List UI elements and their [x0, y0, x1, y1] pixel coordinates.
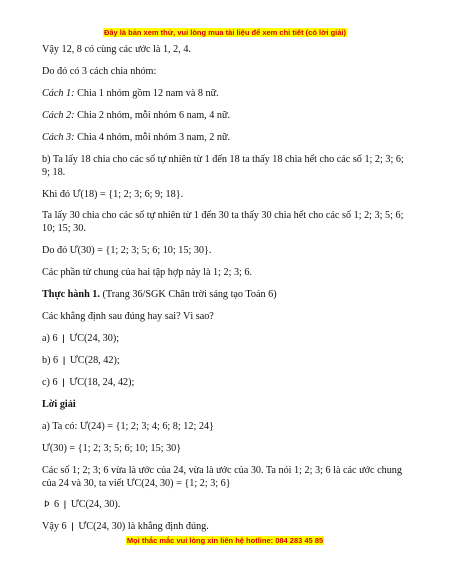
- method-1: [42, 88, 414, 101]
- document-body: [42, 44, 414, 543]
- exercise-label: Thực hành 1.: [42, 289, 100, 301]
- method-label: Cách 3:: [42, 131, 75, 143]
- statement-c: c) 6 ǀ ƯC(18, 24, 42);: [42, 376, 135, 388]
- element-of-symbol: ǀ: [62, 334, 65, 344]
- statement-a: a) 6 ǀ ƯC(24, 30);: [42, 333, 120, 344]
- statement-b: b) 6 ǀ ƯC(28, 42);: [42, 354, 120, 366]
- paragraph: Do đó có 3 cách chia nhóm:: [42, 65, 157, 77]
- paragraph: Do đó Ư(30) = {1; 2; 3; 5; 6; 10; 15; 30}.: [42, 245, 212, 257]
- conclusion-line: Vậy 6 ǀ ƯC(24, 30) là khẳng định đúng.: [42, 521, 209, 533]
- paragraph: b) Ta lấy 18 chia cho các số tự nhiên từ 1 đến 18 ta thấy 18 chia hết cho các số 1; 2; 3; 6; 9; 18.: [42, 153, 404, 178]
- paragraph: Khi đó Ư(18) = {1; 2; 3; 6; 9; 18}.: [42, 188, 184, 200]
- method-text: Chia 2 nhóm, mỗi nhóm 6 nam, 4 nữ.: [74, 109, 231, 121]
- preview-notice-text: Đây là bản xem thử, vui lòng mua tài liệu để xem chi tiết (có lời giải): [103, 28, 347, 37]
- hotline-banner: [0, 536, 450, 545]
- solution-heading: Lời giải: [42, 398, 76, 410]
- method-2: [42, 110, 414, 123]
- paragraph: Các phần tử chung của hai tập hợp này là 1; 2; 3; 6.: [42, 267, 253, 279]
- hotline-text: Mọi thắc mắc vui lòng xin liên hệ hotline: 084 283 45 85: [126, 536, 324, 545]
- exercise-heading: [42, 289, 414, 302]
- element-of-symbol: ǀ: [71, 522, 74, 533]
- method-label: Cách 2:: [42, 109, 75, 121]
- element-of-symbol: ǀ: [62, 377, 65, 388]
- exercise-source: (Trang 36/SGK Chân trời sáng tạo Toán 6): [99, 289, 277, 301]
- method-text: Chia 4 nhóm, mỗi nhóm 3 nam, 2 nữ.: [74, 131, 231, 143]
- paragraph: Các khẳng định sau đúng hay sai? Vì sao?: [42, 311, 214, 323]
- paragraph: a) Ta có: Ư(24) = {1; 2; 3; 4; 6; 8; 12; 24}: [42, 420, 214, 432]
- paragraph: Các số 1; 2; 3; 6 vừa là ước của 24, vừa là ước của 30. Ta nói 1; 2; 3; 6 là các ước chung của 24 và 30, ta viết ƯC(24, 30) = {1; 2; 3; 6}: [42, 464, 402, 489]
- paragraph: Ư(30) = {1; 2; 3; 5; 6; 10; 15; 30}: [42, 442, 182, 454]
- element-of-symbol: ǀ: [63, 500, 67, 511]
- paragraph: Ta lấy 30 chia cho các số tự nhiên từ 1 đến 30 ta thấy 30 chia hết cho các số 1; 2; 3; 5; 6; 10; 15; 30.: [42, 210, 404, 235]
- method-label: Cách 1:: [42, 87, 75, 99]
- implies-symbol: Þ: [44, 500, 50, 511]
- element-of-symbol: ǀ: [62, 355, 66, 366]
- conclusion-line: Þ 6 ǀ ƯC(24, 30).: [44, 499, 121, 511]
- method-text: Chia 1 nhóm gồm 12 nam và 8 nữ.: [74, 87, 219, 99]
- paragraph: Vậy 12, 8 có cùng các ước là 1, 2, 4.: [42, 44, 191, 55]
- preview-notice-banner: [0, 28, 450, 37]
- method-3: [42, 132, 414, 145]
